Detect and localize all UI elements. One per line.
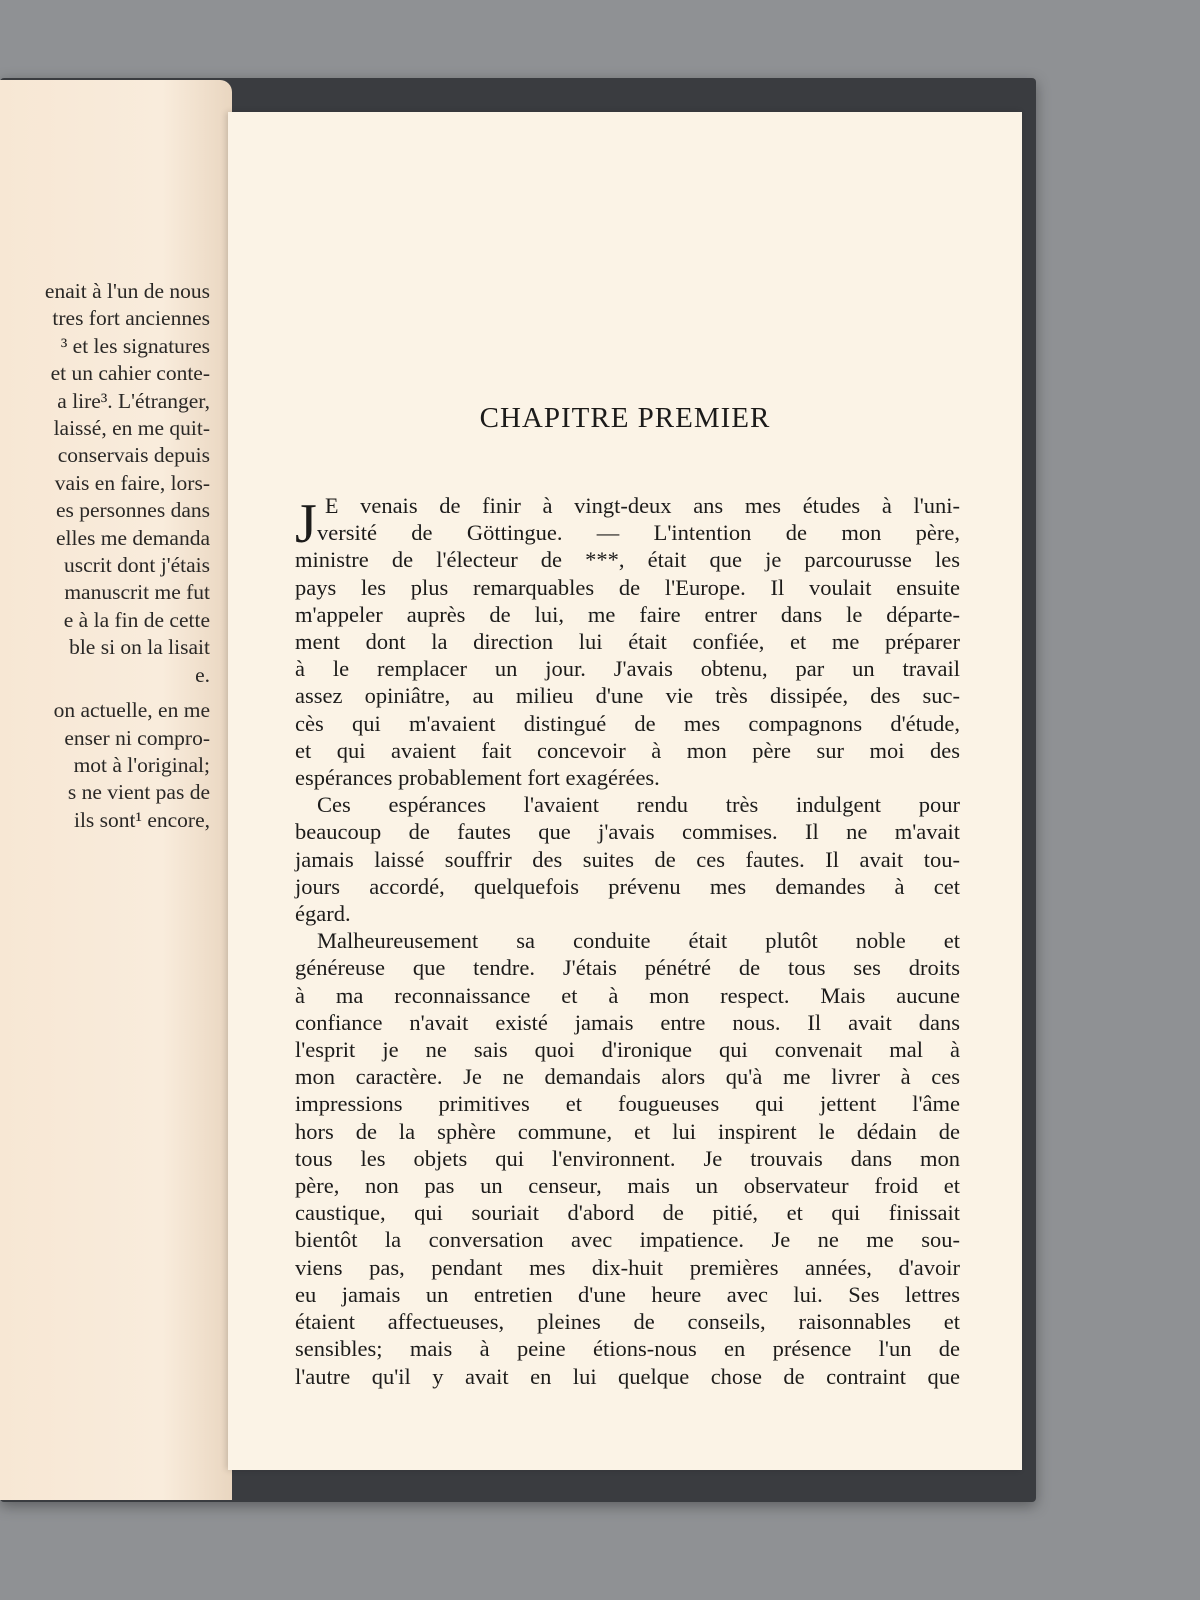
body-text-line: assez opiniâtre, au milieu d'une vie très dissipée, des suc- bbox=[295, 683, 960, 709]
body-text-line: tous les objets qui l'environnent. Je trouvais dans mon bbox=[295, 1145, 960, 1171]
body-text-line: viens pas, pendant mes dix-huit premières années, d'avoir bbox=[295, 1254, 960, 1280]
body-text-line: confiance n'avait existé jamais entre nous. Il avait dans bbox=[295, 1009, 960, 1035]
body-text-line: caustique, qui souriait d'abord de pitié, et qui finissait bbox=[295, 1200, 960, 1226]
left-text-line: enait à l'un de nous bbox=[44, 279, 210, 303]
body-text-line: généreuse que tendre. J'étais pénétré de tous ses droits bbox=[295, 955, 960, 981]
left-text-line: manuscrit me fut bbox=[64, 580, 210, 605]
left-text-line: ble si on la lisait bbox=[69, 635, 210, 660]
left-text-line: a lire³. L'étranger, bbox=[57, 388, 210, 413]
left-text-line: ³ et les signatures bbox=[60, 333, 210, 358]
body-text-line: à le remplacer un jour. J'avais obtenu, par un travail bbox=[295, 656, 960, 682]
body-text-line: jamais laissé souffrir des suites de ces fautes. Il avait tou- bbox=[295, 846, 960, 872]
chapter-title: CHAPITRE PREMIER bbox=[479, 402, 771, 434]
right-page bbox=[228, 112, 1022, 1470]
first-line-rest: venais de finir à vingt-deux ans mes études à l'uni- bbox=[338, 493, 960, 518]
left-text-line: elles me demanda bbox=[55, 525, 210, 550]
left-text-line: laissé, en me quit- bbox=[53, 416, 210, 441]
left-text-line: mot à l'original; bbox=[73, 752, 210, 777]
body-text-line: égard. bbox=[295, 901, 351, 927]
left-text-line: on actuelle, en me bbox=[53, 698, 210, 723]
body-text-line: l'esprit je ne sais quoi d'ironique qui convenait mal à bbox=[295, 1037, 960, 1063]
body-text-line: à ma reconnaissance et à mon respect. Mais aucune bbox=[295, 982, 960, 1008]
body-text-line: Malheureusement sa conduite était plutôt noble et bbox=[317, 928, 960, 954]
body-text-line: beaucoup de fautes que j'avais commises. Il ne m'avait bbox=[295, 819, 960, 845]
left-text-line: vais en faire, lors- bbox=[54, 470, 210, 495]
body-text-line: eu jamais un entretien d'une heure avec lui. Ses lettres bbox=[295, 1281, 960, 1307]
left-text-line: enser ni compro- bbox=[64, 725, 210, 750]
first-word-smallcaps: E bbox=[325, 493, 339, 518]
left-text-line: uscrit dont j'étais bbox=[64, 553, 210, 578]
left-text-line: tres fort anciennes bbox=[52, 306, 210, 331]
body-text-line: Ces espérances l'avaient rendu très indulgent pour bbox=[317, 792, 960, 818]
body-text-line: étaient affectueuses, pleines de conseils, raisonnables et bbox=[295, 1309, 960, 1335]
left-text-line: e. bbox=[195, 662, 210, 687]
body-text-line: l'autre qu'il y avait en lui quelque chose de contraint que bbox=[295, 1363, 960, 1389]
body-text-line: m'appeler auprès de lui, me faire entrer dans le départe- bbox=[295, 601, 960, 627]
left-text-line: es personnes dans bbox=[55, 498, 210, 523]
body-text-line: et qui avaient fait concevoir à mon père sur moi des bbox=[295, 737, 960, 763]
body-text-line: versité de Göttingue. — L'intention de mon père, bbox=[317, 520, 960, 546]
body-text-line: ministre de l'électeur de ***, était que je parcourusse les bbox=[295, 547, 960, 573]
chapter-body bbox=[295, 492, 960, 1390]
left-text-line: et un cahier conte- bbox=[50, 361, 210, 386]
paragraph-gap bbox=[0, 689, 210, 697]
left-text-line: ils sont¹ encore, bbox=[73, 807, 210, 832]
body-text-line: espérances probablement fort exagérées. bbox=[295, 765, 660, 791]
body-text-line: sensibles; mais à peine étions-nous en présence l'un de bbox=[295, 1336, 960, 1362]
drop-cap: J bbox=[295, 493, 317, 555]
left-text-line: conservais depuis bbox=[57, 443, 210, 468]
body-text-line: pays les plus remarquables de l'Europe. Il voulait ensuite bbox=[295, 574, 960, 600]
body-text-line: mon caractère. Je ne demandais alors qu'à me livrer à ces bbox=[295, 1064, 960, 1090]
left-page-text bbox=[0, 278, 210, 834]
left-text-line: e à la fin de cette bbox=[63, 607, 210, 632]
body-text-line: bientôt la conversation avec impatience. Je ne me sou- bbox=[295, 1227, 960, 1253]
body-text-line: hors de la sphère commune, et lui inspirent le dédain de bbox=[295, 1118, 960, 1144]
body-text-line: père, non pas un censeur, mais un observateur froid et bbox=[295, 1173, 960, 1199]
body-text-line: cès qui m'avaient distingué de mes compagnons d'étude, bbox=[295, 710, 960, 736]
body-text-line: impressions primitives et fougueuses qui jettent l'âme bbox=[295, 1091, 960, 1117]
left-text-line: s ne vient pas de bbox=[67, 780, 210, 805]
body-text-line: ment dont la direction lui était confiée, et me préparer bbox=[295, 629, 960, 655]
left-page bbox=[0, 80, 232, 1500]
body-text-line: jours accordé, quelquefois prévenu mes demandes à cet bbox=[295, 873, 960, 899]
